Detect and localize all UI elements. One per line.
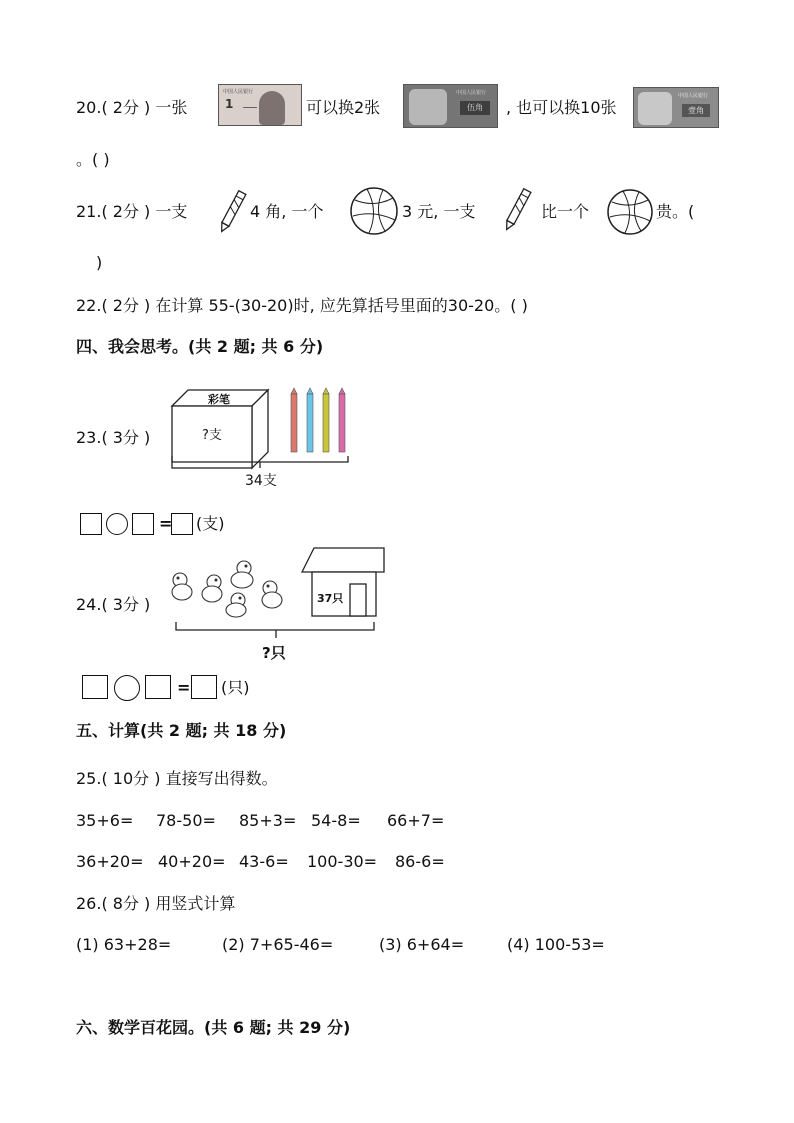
vertical-calc-item: (3) 6+64= (379, 935, 465, 954)
q21-text3: 3 元, 一支 (402, 202, 476, 221)
calc-item: 35+6= (76, 811, 134, 830)
section-heading: 六、数学百花园。(共 6 题; 共 29 分) (76, 1018, 351, 1037)
question-text: 用竖式计算 (155, 894, 236, 913)
operator-circle[interactable] (114, 675, 140, 701)
calc-item: 86-6= (395, 852, 445, 871)
question-text: 一张 (155, 98, 188, 117)
result-box[interactable] (191, 675, 217, 699)
question-text: 直接写出得数。 (165, 769, 278, 788)
colored-pencils (291, 388, 345, 452)
vertical-calc-item: (1) 63+28= (76, 935, 172, 954)
chick-icon (172, 573, 192, 600)
chick-icon (226, 593, 246, 617)
ten-jiao-bill-image (633, 87, 719, 128)
q20-answer: 。( ) (76, 150, 110, 169)
section-heading: 五、计算(共 2 题; 共 18 分) (76, 721, 287, 740)
calc-item: 100-30= (307, 852, 378, 871)
q20-text3: , 也可以换10张 (506, 98, 617, 117)
answer-box[interactable] (82, 675, 108, 699)
portrait-shape (409, 89, 447, 125)
q22-line (76, 296, 528, 316)
q21-text2: 4 角, 一个 (250, 202, 324, 221)
bill-brand: 中国人民银行 (456, 90, 487, 96)
calc-item: 85+3= (239, 811, 297, 830)
box-label: ?支 (202, 428, 222, 443)
q24-line (76, 595, 150, 615)
question-number: 25. (76, 769, 102, 788)
unit-label: (支) (196, 514, 225, 533)
bill-value: 伍角 (460, 101, 490, 115)
calc-item: 66+7= (387, 811, 445, 830)
basketball-icon (349, 186, 399, 236)
question-number: 24. (76, 595, 102, 614)
vertical-calc-item: (2) 7+65-46= (222, 935, 334, 954)
chick-icon (231, 561, 253, 588)
pencil-4 (339, 388, 345, 452)
pencil-1 (291, 388, 297, 452)
hundred-yuan-bill-image (218, 84, 302, 126)
q23-line (76, 428, 150, 448)
fifty-jiao-bill-image (403, 84, 498, 128)
question-score: ( 10分 ) (101, 769, 161, 788)
answer-box[interactable] (145, 675, 171, 699)
q26-line (76, 894, 235, 914)
q20-text2: 可以换2张 (306, 98, 381, 117)
pencil-2 (307, 388, 313, 452)
bill-value: 1 (225, 97, 234, 111)
total-label: ?只 (262, 644, 286, 662)
portrait-shape (638, 92, 672, 125)
q21-text5: 贵。( (656, 202, 695, 221)
box-title: 彩笔 (208, 393, 230, 406)
calc-item: 54-8= (311, 811, 361, 830)
q25-line (76, 769, 278, 789)
section-heading: 四、我会思考。(共 2 题; 共 6 分) (76, 337, 324, 356)
pencil-icon (217, 188, 247, 236)
question-score: ( 3分 ) (101, 595, 151, 614)
question-number: 26. (76, 894, 102, 913)
bill-brand: 中国人民银行 (678, 93, 709, 99)
question-text: 一支 (155, 202, 188, 221)
question-score: ( 2分 ) (101, 98, 151, 117)
equals-sign: = (177, 678, 191, 697)
q21-line (76, 202, 187, 222)
calc-item: 36+20= (76, 852, 144, 871)
question-number: 23. (76, 428, 102, 447)
bill-brand: 中国人民银行 (223, 89, 254, 95)
equals-sign: = (159, 514, 173, 533)
result-box[interactable] (171, 513, 193, 535)
question-score: ( 2分 ) (101, 202, 151, 221)
q21-text4: 比一个 (541, 202, 590, 221)
total-brace (176, 622, 374, 638)
chick-icon (262, 581, 282, 608)
question-score: ( 3分 ) (101, 428, 151, 447)
pencil-3 (323, 388, 329, 452)
answer-box[interactable] (80, 513, 102, 535)
bill-value: 壹角 (682, 104, 710, 117)
chick-icon (202, 575, 222, 602)
vertical-calc-item: (4) 100-53= (507, 935, 605, 954)
question-text: 在计算 55-(30-20)时, 应先算括号里面的30-20。( ) (155, 296, 528, 315)
operator-circle[interactable] (106, 513, 128, 535)
question-number: 21. (76, 202, 102, 221)
house-label: 37只 (317, 592, 344, 605)
basketball-icon (606, 188, 654, 236)
pencil-icon (502, 186, 532, 234)
total-label: 34支 (245, 473, 277, 489)
q20-line (76, 98, 187, 118)
answer-box[interactable] (132, 513, 154, 535)
question-score: ( 2分 ) (101, 296, 151, 315)
question-number: 22. (76, 296, 102, 315)
calc-item: 43-6= (239, 852, 289, 871)
unit-label: (只) (221, 678, 250, 697)
q21-answer-close: ) (96, 253, 103, 272)
question-number: 20. (76, 98, 102, 117)
question-score: ( 8分 ) (101, 894, 151, 913)
portrait-shape (259, 91, 285, 125)
calc-item: 40+20= (158, 852, 226, 871)
calc-item: 78-50= (156, 811, 216, 830)
chick-icons (172, 561, 282, 617)
